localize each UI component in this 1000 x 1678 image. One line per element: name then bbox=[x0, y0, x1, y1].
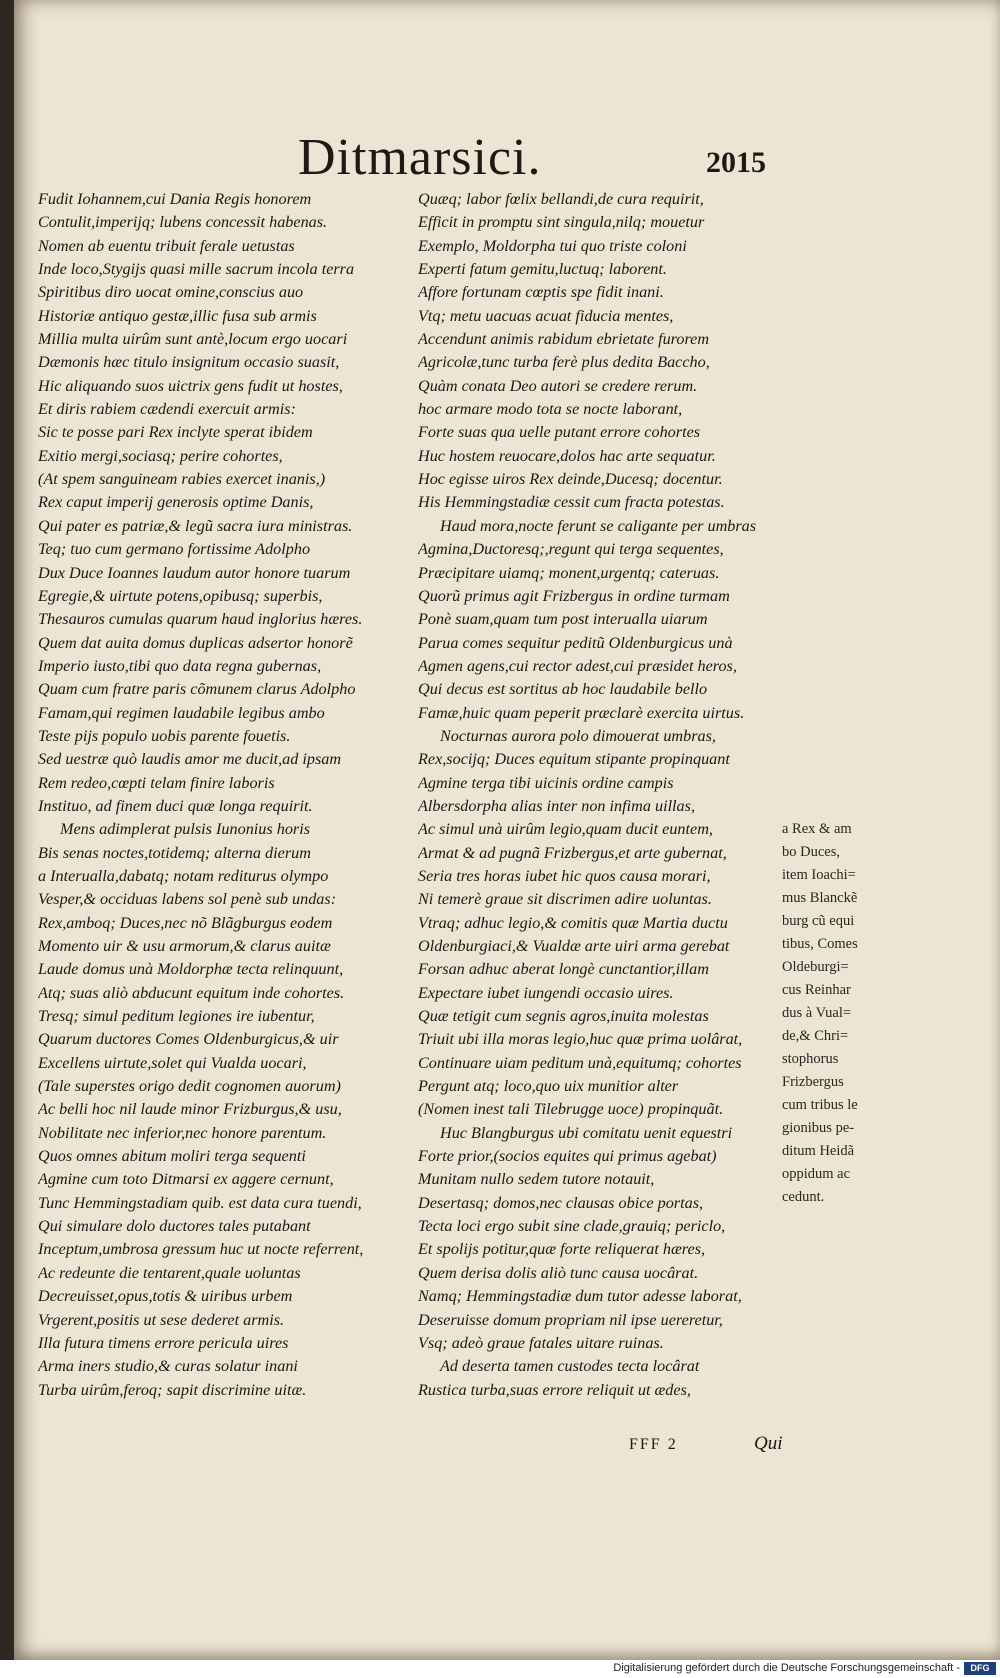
verse-line: Quæq; labor fœlix bellandi,de cura requirit, bbox=[418, 190, 704, 208]
margin-note-line: cum tribus le bbox=[782, 1097, 858, 1113]
verse-line: Ac redeunte die tentarent,quale uoluntas bbox=[38, 1263, 301, 1282]
verse-line: Ponè suam,quam tum post interualla uiarum bbox=[418, 610, 708, 629]
verse-line: Parua comes sequitur peditũ Oldenburgicus unà bbox=[418, 633, 733, 652]
verse-line: Nocturnas aurora polo dimouerat umbras, bbox=[440, 726, 716, 745]
verse-line: Agmen agens,cui rector adest,cui præsidet heros, bbox=[418, 656, 737, 675]
verse-line: a Interualla,dabatq; notam rediturus olympo bbox=[38, 866, 329, 885]
verse-line: Et diris rabiem cædendi exercuit armis: bbox=[38, 400, 296, 419]
verse-line: (At spem sanguineam rabies exercet inanis,) bbox=[38, 470, 326, 489]
verse-line: Excellens uirtute,solet qui Vualda uocari, bbox=[38, 1053, 307, 1072]
verse-line: Rex caput imperij generosis optime Danis, bbox=[38, 493, 314, 512]
verse-line: Qui pater es patriæ,& legũ sacra iura ministras. bbox=[38, 516, 353, 535]
verse-line: Albersdorpha alias inter non infima uillas, bbox=[418, 796, 695, 815]
verse-line: Vesper,& occiduas labens sol penè sub undas: bbox=[38, 890, 337, 909]
verse-line: Quàm conata Deo autori se credere rerum. bbox=[418, 376, 698, 395]
verse-line: Tresq; simul peditum legiones ire iubentur, bbox=[38, 1007, 315, 1026]
verse-line: Hoc egisse uiros Rex deinde,Ducesq; docentur. bbox=[418, 470, 723, 489]
verse-line: Thesauros cumulas quarum haud inglorius hæres. bbox=[38, 610, 363, 629]
verse-line: Forte prior,(socios equites qui primus agebat) bbox=[418, 1147, 717, 1166]
verse-line: Fudit Iohannem,cui Dania Regis honorem bbox=[38, 190, 312, 208]
margin-note-line: oppidum ac bbox=[782, 1166, 851, 1182]
verse-line: Ad deserta tamen custodes tecta locârat bbox=[440, 1357, 700, 1376]
verse-line: Pergunt atq; loco,quo uix munitior alter bbox=[418, 1077, 679, 1096]
verse-line: Turba uirûm,feroq; sapit discrimine uitæ. bbox=[38, 1380, 307, 1399]
verse-line: Famam,qui regimen laudabile legibus ambo bbox=[38, 703, 325, 722]
verse-line: Desertasq; domos,nec clausas obice portas, bbox=[418, 1193, 704, 1212]
verse-line: Deseruisse domum propriam nil ipse uereretur, bbox=[418, 1310, 723, 1329]
verse-line: (Nomen inest tali Tilebrugge uoce) propinquãt. bbox=[418, 1100, 724, 1119]
verse-line: Oldenburgiaci,& Vualdæ arte uiri arma gerebat bbox=[418, 937, 730, 955]
verse-line: Dæmonis hæc titulo insignitum occasio suasit, bbox=[38, 353, 340, 372]
verse-line: Sic te posse pari Rex inclyte sperat ibidem bbox=[38, 423, 313, 442]
verse-line: Munitam nullo sedem tutore notauit, bbox=[418, 1170, 655, 1189]
verse-line: His Hemmingstadiæ cessit cum fracta potestas. bbox=[418, 493, 725, 512]
verse-line: Efficit in promptu sint singula,nilq; mouetur bbox=[418, 213, 705, 232]
verse-line: Momento uir & usu armorum,& clarus auitæ bbox=[38, 937, 331, 955]
verse-line: Agmina,Ductoresq;,regunt qui terga sequentes, bbox=[418, 540, 724, 559]
margin-note-line: Oldeburgi= bbox=[782, 959, 849, 975]
verse-line: Ni temerè graue sit discrimen adire uoluntas. bbox=[418, 890, 712, 909]
verse-line: Vtq; metu uacuas acuat fiducia mentes, bbox=[418, 306, 674, 325]
verse-line: Contulit,imperijq; lubens concessit habenas. bbox=[38, 213, 328, 232]
verse-line: Ac simul unà uirûm legio,quam ducit euntem, bbox=[418, 820, 713, 839]
dfg-logo-icon: DFG bbox=[964, 1662, 996, 1675]
verse-line: Continuare uiam peditum unà,equitumq; cohortes bbox=[418, 1053, 742, 1072]
verse-line: Arma iners studio,& curas solatur inani bbox=[38, 1357, 298, 1376]
verse-line: Instituo, ad finem duci quæ longa requirit. bbox=[38, 796, 313, 815]
margin-note-line: gionibus pe- bbox=[782, 1120, 855, 1136]
verse-line: Bis senas noctes,totidemq; alterna dierum bbox=[38, 843, 311, 862]
verse-line: Decreuisset,opus,totis & uiribus urbem bbox=[38, 1287, 293, 1306]
verse-line: Quorũ primus agit Frizbergus in ordine turmam bbox=[418, 586, 730, 605]
verse-line: Nobilitate nec inferior,nec honore parentum. bbox=[38, 1123, 327, 1142]
digitization-footer bbox=[0, 1660, 1000, 1678]
verse-line: Inceptum,umbrosa gressum huc ut nocte referrent, bbox=[38, 1240, 364, 1259]
margin-note-line: a Rex & am bbox=[782, 821, 852, 837]
verse-line: Historiæ antiquo gestæ,illic fusa sub armis bbox=[38, 306, 317, 325]
verse-line: Quem derisa dolis aliò tunc causa uocârat. bbox=[418, 1263, 699, 1282]
margin-note-line: burg cũ equi bbox=[782, 913, 855, 929]
verse-line: Laude domus unà Moldorphæ tecta relinquunt, bbox=[38, 960, 344, 979]
verse-line: Quam cum fratre paris cõmunem clarus Adolpho bbox=[38, 680, 356, 699]
verse-line: Tunc Hemmingstadiam quib. est data cura tuendi, bbox=[38, 1193, 362, 1212]
verse-line: Nomen ab euentu tribuit ferale uetustas bbox=[38, 236, 295, 255]
verse-line: Agricolæ,tunc turba ferè plus dedita Baccho, bbox=[418, 353, 710, 372]
verse-line: Forte suas qua uelle putant errore cohortes bbox=[418, 423, 701, 442]
verse-line: Rem redeo,cœpti telam finire laboris bbox=[38, 773, 275, 792]
verse-line: Inde loco,Stygijs quasi mille sacrum incola terra bbox=[38, 260, 355, 279]
verse-line: Egregie,& uirtute potens,opibusq; superbis, bbox=[38, 586, 323, 605]
verse-line: Tecta loci ergo subit sine clade,grauiq; periclo, bbox=[418, 1217, 726, 1236]
verse-line: Quæ tetigit cum segnis agros,inuita molestas bbox=[418, 1007, 709, 1026]
verse-line: Quos omnes abitum moliri terga sequenti bbox=[38, 1147, 306, 1166]
verse-line: Huc Blangburgus ubi comitatu uenit equestri bbox=[440, 1123, 733, 1142]
margin-note-line: Frizbergus bbox=[782, 1074, 844, 1090]
margin-note-line: bo Duces, bbox=[782, 844, 840, 860]
verse-line: Qui simulare dolo ductores tales putabant bbox=[38, 1217, 311, 1236]
verse-line: Rex,socijq; Duces equitum stipante propinquant bbox=[418, 750, 730, 769]
verse-line: Dux Duce Ioannes laudum autor honore tuarum bbox=[38, 563, 351, 582]
verse-line: Agmine cum toto Ditmarsi ex aggere cernunt, bbox=[38, 1170, 334, 1189]
book-page bbox=[14, 0, 1000, 1660]
verse-line: Haud mora,nocte ferunt se caligante per umbras bbox=[440, 516, 757, 535]
verse-line: Expectare iubet iungendi occasio uires. bbox=[418, 983, 674, 1002]
verse-line: Hic aliquando suos uictrix gens fudit ut hostes, bbox=[38, 376, 343, 395]
verse-line: Agmine terga tibi uicinis ordine campis bbox=[418, 773, 674, 792]
verse-line: Affore fortunam cœptis spe fidit inani. bbox=[418, 283, 664, 302]
margin-note-line: dus à Vual= bbox=[782, 1005, 852, 1021]
verse-line: Namq; Hemmingstadiæ dum tutor adesse laborat, bbox=[418, 1287, 742, 1306]
verse-line: Vrgerent,positis ut sese dederet armis. bbox=[38, 1310, 285, 1329]
verse-line: Et spolijs potitur,quæ forte reliquerat hæres, bbox=[418, 1240, 706, 1259]
verse-line: Famæ,huic quam peperit præclarè exercita uirtus. bbox=[418, 703, 745, 722]
margin-note-line: ditum Heidã bbox=[782, 1143, 855, 1159]
verse-line: Imperio iusto,tibi quo data regna gubernas, bbox=[38, 656, 322, 675]
margin-note-line: tibus, Comes bbox=[782, 936, 858, 952]
margin-note bbox=[782, 818, 890, 1209]
catchword: Qui bbox=[754, 1433, 783, 1454]
verse-line: Exitio mergi,sociasq; perire cohortes, bbox=[38, 446, 283, 465]
verse-line: Exemplo, Moldorpha tui quo triste coloni bbox=[418, 236, 687, 255]
verse-line: Spiritibus diro uocat omine,conscius auo bbox=[38, 283, 304, 302]
verse-line: Teste pijs populo uobis parente fouetis. bbox=[38, 726, 291, 745]
verse-line: Rex,amboq; Duces,nec nõ Blãgburgus eodem bbox=[38, 913, 333, 932]
signature-mark: FFF 2 bbox=[629, 1436, 678, 1453]
verse-line: Millia multa uirûm sunt antè,locum ergo uocari bbox=[38, 330, 348, 349]
verse-line: Triuit ubi illa moras legio,huc quæ prima uolârat, bbox=[418, 1030, 743, 1049]
verse-line: Seria tres horas iubet hic quos causa morari, bbox=[418, 866, 711, 885]
verse-line: (Tale superstes origo dedit cognomen auorum) bbox=[38, 1077, 341, 1096]
verse-line: Qui decus est sortitus ab hoc laudabile bello bbox=[418, 680, 708, 699]
verse-line: Mens adimplerat pulsis Iunonius horis bbox=[60, 820, 311, 839]
right-text-column bbox=[418, 188, 786, 1402]
verse-line: Armat & ad pugnã Frizbergus,et arte gubernat, bbox=[418, 843, 727, 862]
verse-line: Illa futura timens errore pericula uires bbox=[38, 1333, 289, 1352]
verse-line: Quem dat auita domus duplicas adsertor honorẽ bbox=[38, 633, 353, 652]
verse-line: Huc hostem reuocare,dolos hac arte sequatur. bbox=[418, 446, 716, 465]
margin-note-line: mus Blanckẽ bbox=[782, 890, 858, 906]
verse-line: Teq; tuo cum germano fortissime Adolpho bbox=[38, 540, 311, 559]
verse-line: Rustica turba,suas errore reliquit ut ædes, bbox=[418, 1380, 691, 1399]
verse-line: Accendunt animis rabidum ebrietate furorem bbox=[418, 330, 710, 349]
margin-note-line: cus Reinhar bbox=[782, 982, 851, 998]
left-text-column bbox=[38, 188, 416, 1402]
verse-line: Ac belli hoc nil laude minor Frizburgus,& usu, bbox=[38, 1100, 342, 1119]
verse-line: Præcipitare uiamq; monent,urgentq; cateruas. bbox=[418, 563, 720, 582]
margin-note-line: stophorus bbox=[782, 1051, 839, 1067]
verse-line: Vtraq; adhuc legio,& comitis quæ Martia ductu bbox=[418, 913, 728, 932]
page-number: 2015 bbox=[706, 146, 766, 179]
running-title: Ditmarsici. bbox=[298, 129, 542, 186]
margin-note-line: de,& Chri= bbox=[782, 1028, 849, 1044]
margin-note-line: item Ioachi= bbox=[782, 867, 856, 883]
verse-line: Sed uestræ quò laudis amor me ducit,ad ipsam bbox=[38, 750, 342, 769]
verse-line: Experti fatum gemitu,luctuq; laborent. bbox=[418, 260, 667, 279]
verse-line: Atq; suas aliò abducunt equitum inde cohortes. bbox=[38, 983, 345, 1002]
margin-note-line: cedunt. bbox=[782, 1189, 825, 1205]
verse-line: hoc armare modo tota se nocte laborant, bbox=[418, 400, 683, 419]
footer-credit: Digitalisierung gefördert durch die Deutsche Forschungsgemeinschaft - bbox=[613, 1662, 960, 1674]
verse-line: Quarum ductores Comes Oldenburgicus,& uir bbox=[38, 1030, 339, 1049]
verse-line: Vsq; adeò graue fatales uitare ruinas. bbox=[418, 1333, 664, 1352]
verse-line: Forsan adhuc aberat longè cunctantior,illam bbox=[418, 960, 709, 979]
